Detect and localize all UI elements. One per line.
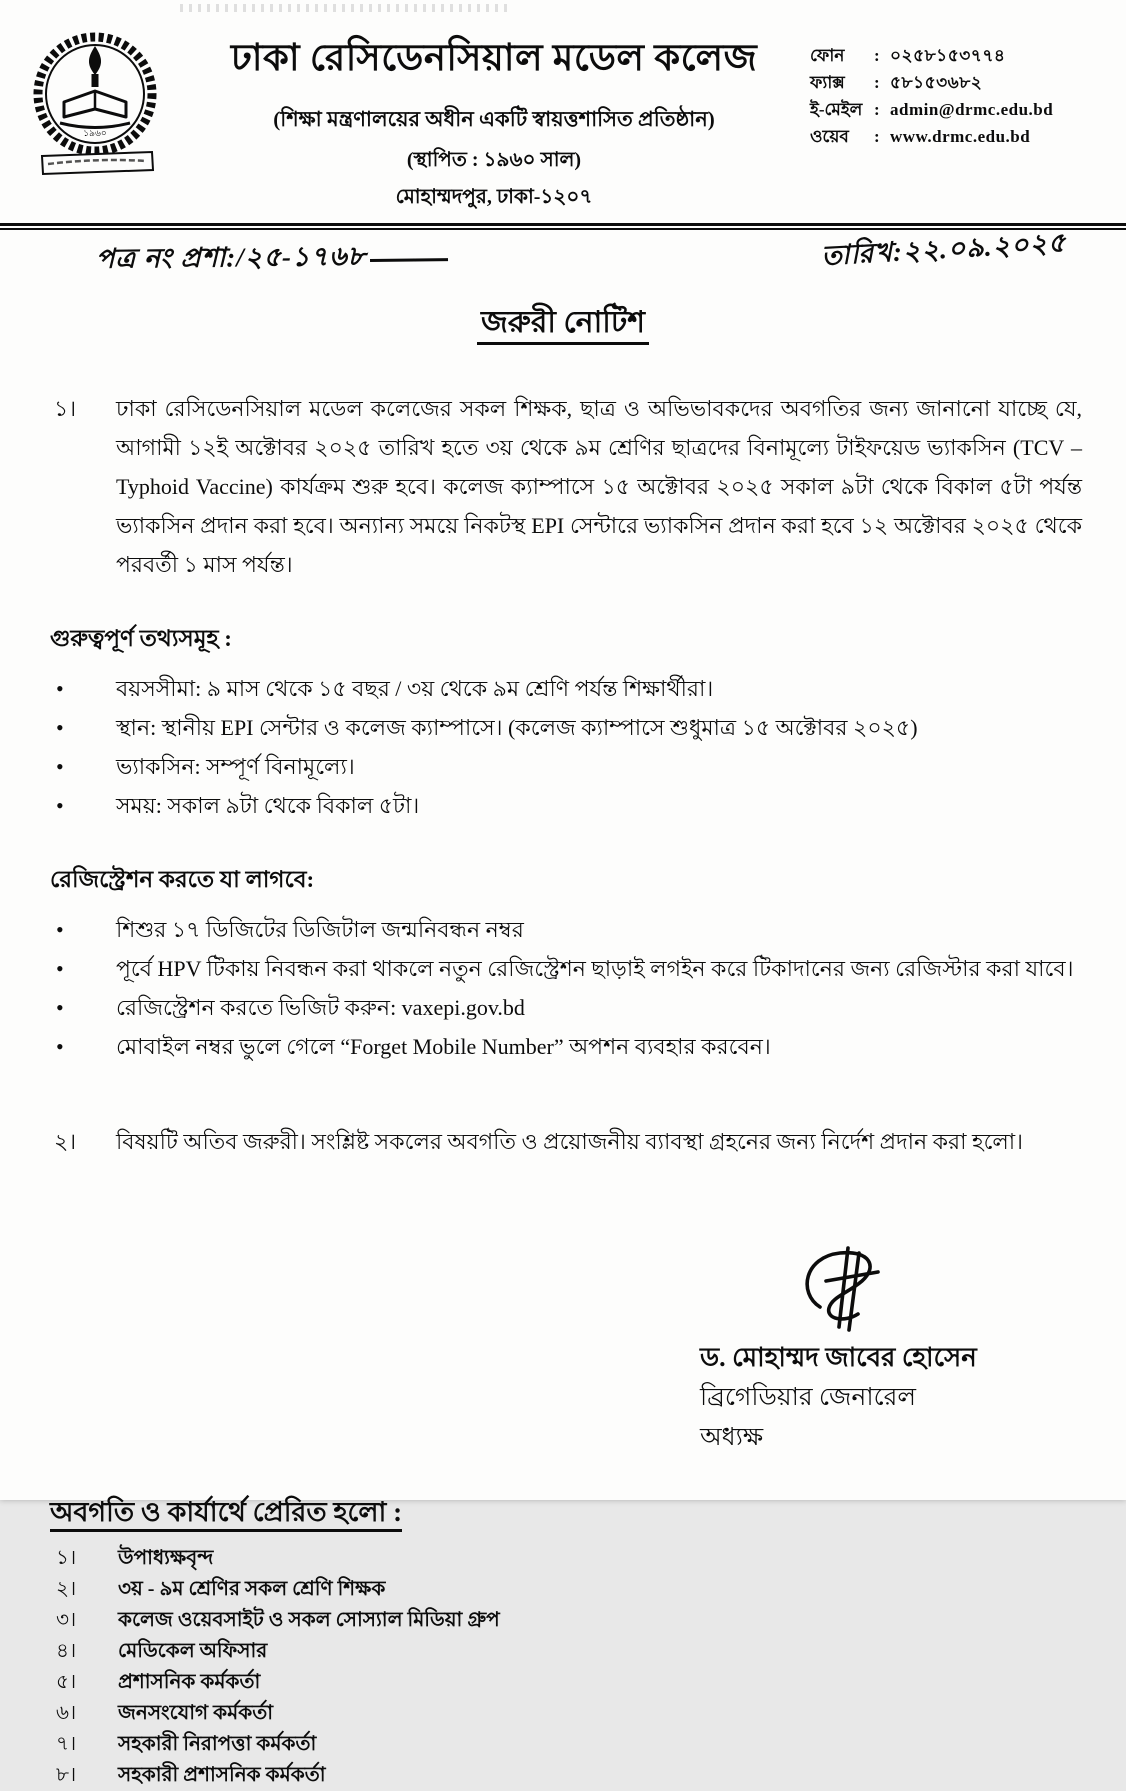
logo-year: ১৯৬০ <box>83 128 107 138</box>
college-subtitle: (শিক্ষা মন্ত্রণালয়ের অধীন একটি স্বায়ত্তশাসিত প্রতিষ্ঠান) <box>273 107 715 131</box>
paragraph-1-number: ১। <box>54 396 77 421</box>
signatory-name: ড. মোহাম্মদ জাবের হোসেন <box>700 1343 977 1372</box>
signatory-designation: অধ্যক্ষ <box>700 1424 764 1451</box>
contact-fax: ফ্যাক্স : ৫৮১৫৩৬৮২ <box>810 69 1090 96</box>
list-item: • ভ্যাকসিন: সম্পূর্ণ বিনামূল্যে। <box>0 747 1126 786</box>
list-item: • বয়সসীমা: ৯ মাস থেকে ১৫ বছর / ৩য় থেকে ৯ম শ্রেণি পর্যন্ত শিক্ষার্থীরা। <box>0 669 1126 708</box>
paragraph-1-text: ঢাকা রেসিডেনসিয়াল মডেল কলেজের সকল শিক্ষক, ছাত্র ও অভিভাবকদের অবগতির জন্য জানানো যাচ্ছে যে, আগামী ১২ই অক্টোবর ২০২৫ তারিখ হতে ৩য় থেকে ৯ম শ্রেণির ছাত্রদের বিনামূল্যে টাইফয়েড ভ্যাকসিন (TCV – Typhoid Vaccine) কার্যক্রম শুরু হবে। কলেজ ক্যাম্পাসে ১৫ অক্টোবর ২০২৫ সকাল ৯টা থেকে বিকাল ৫টা পর্যন্ত ভ্যাকসিন প্রদান করা হবে। অন্যান্য সময়ে নিকটস্থ EPI সেন্টারে ভ্যাকসিন প্রদান করা হবে ১২ অক্টোবর ২০২৫ থেকে পরবর্তী ১ মাস পর্যন্ত। <box>116 396 1082 577</box>
scan-artifact <box>180 4 510 12</box>
signature-block <box>700 1245 1126 1458</box>
phone-value: ০২৫৮১৫৩৭৭৪ <box>890 46 1006 65</box>
letterhead-center <box>178 26 810 215</box>
bullet-icon: • <box>56 793 64 818</box>
distribution-heading: অবগতি ও কার্যার্থে প্রেরিত হলো : <box>50 1492 1126 1537</box>
pen-flourish <box>370 258 448 262</box>
distribution-item: ২। ৩য় - ৯ম শ্রেণির সকল শ্রেণি শিক্ষক <box>56 1578 386 1600</box>
list-item: • রেজিস্ট্রেশন করতে ভিজিট করুন: vaxepi.gov.bd <box>0 988 1126 1027</box>
important-info-list <box>0 669 1126 825</box>
fax-label: ফ্যাক্স <box>810 73 845 92</box>
distribution-item: ৭। সহকারী নিরাপত্তা কর্মকর্তা <box>56 1733 317 1755</box>
web-label: ওয়েব <box>810 127 849 146</box>
contact-block <box>810 26 1090 215</box>
bullet-icon: • <box>56 676 64 701</box>
paragraph-2 <box>0 1122 1126 1161</box>
email-value: admin@drmc.edu.bd <box>890 100 1054 119</box>
distribution-item: ৩। কলেজ ওয়েবসাইট ও সকল সোস্যাল মিডিয়া গ্রুপ <box>56 1609 500 1631</box>
bullet-icon: • <box>56 917 64 942</box>
bullet-icon: • <box>56 715 64 740</box>
college-logo-icon <box>28 26 178 215</box>
contact-web: ওয়েব : www.drmc.edu.bd <box>810 123 1090 150</box>
fax-value: ৫৮১৫৩৬৮২ <box>890 73 983 92</box>
distribution-item: ৮। সহকারী প্রশাসনিক কর্মকর্তা <box>56 1764 326 1786</box>
college-name: ঢাকা রেসিডেনসিয়াল মডেল কলেজ <box>230 38 758 79</box>
paragraph-1 <box>0 389 1126 584</box>
paragraph-2-number: ২। <box>54 1129 77 1154</box>
bullet-icon: • <box>56 995 64 1020</box>
distribution-item: ৬। জনসংযোগ কর্মকর্তা <box>56 1702 274 1724</box>
reference-line <box>0 227 1126 282</box>
established-year: (স্থাপিত : ১৯৬০ সাল) <box>406 149 582 171</box>
bullet-icon: • <box>56 754 64 779</box>
list-item: • মোবাইল নম্বর ভুলে গেলে “Forget Mobile Number” অপশন ব্যবহার করবেন। <box>0 1027 1126 1066</box>
memo-number: পত্র নং প্রশা:/২৫-১৭৬৮ <box>96 234 449 284</box>
signature-icon <box>796 1245 1126 1338</box>
registration-heading: রেজিস্ট্রেশন করতে যা লাগবে: <box>50 867 315 892</box>
distribution-list <box>0 1543 1126 1791</box>
paragraph-2-text: বিষয়টি অতিব জরুরী। সংশ্লিষ্ট সকলের অবগতি ও প্রয়োজনীয় ব্যাবস্থা গ্রহনের জন্য নির্দেশ প্রদান করা হলো। <box>116 1129 1024 1154</box>
list-item: • স্থান: স্থানীয় EPI সেন্টার ও কলেজ ক্যাম্পাসে। (কলেজ ক্যাম্পাসে শুধুমাত্র ১৫ অক্টোবর ২০২৫) <box>0 708 1126 747</box>
contact-phone: ফোন : ০২৫৮১৫৩৭৭৪ <box>810 42 1090 69</box>
letterhead <box>0 0 1126 215</box>
list-item: • শিশুর ১৭ ডিজিটের ডিজিটাল জন্মনিবন্ধন নম্বর <box>0 910 1126 949</box>
list-item: • পূর্বে HPV টিকায় নিবন্ধন করা থাকলে নতুন রেজিস্ট্রেশন ছাড়াই লগইন করে টিকাদানের জন্য রেজিস্টার করা যাবে। <box>0 949 1126 988</box>
bullet-icon: • <box>56 1034 64 1059</box>
web-value: www.drmc.edu.bd <box>890 127 1031 146</box>
distribution-item: ১। উপাধ্যক্ষবৃন্দ <box>56 1547 214 1569</box>
contact-email: ই-মেইল : admin@drmc.edu.bd <box>810 96 1090 123</box>
phone-label: ফোন <box>810 46 845 65</box>
important-info-heading: গুরুত্বপূর্ণ তথ্যসমূহ : <box>50 626 232 651</box>
distribution-item: ৪। মেডিকেল অফিসার <box>56 1640 268 1662</box>
bullet-icon: • <box>56 956 64 981</box>
memo-date: তারিখ:২২.০৯.২০২৫ <box>820 227 1068 272</box>
list-item: • সময়: সকাল ৯টা থেকে বিকাল ৫টা। <box>0 786 1126 825</box>
college-address: মোহাম্মদপুর, ঢাকা-১২০৭ <box>395 186 593 208</box>
registration-list <box>0 910 1126 1066</box>
signatory-rank: ব্রিগেডিয়ার জেনারেল <box>700 1384 917 1411</box>
email-label: ই-মেইল <box>810 100 863 119</box>
distribution-item: ৫। প্রশাসনিক কর্মকর্তা <box>56 1671 261 1693</box>
notice-title: জরুরী নোটিশ <box>0 298 1126 349</box>
